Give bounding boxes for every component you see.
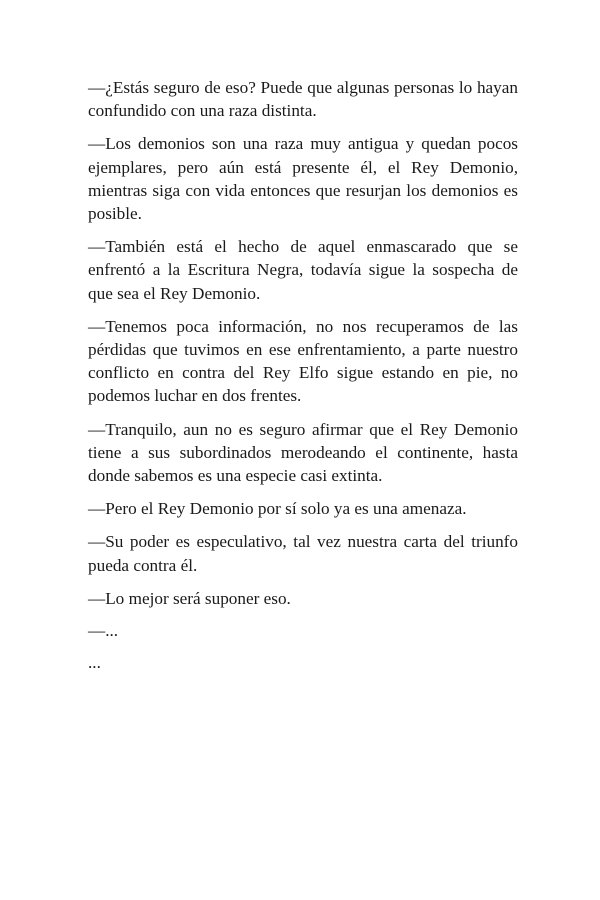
paragraph-8: —Lo mejor será suponer eso. — [88, 588, 291, 608]
paragraph-4: —Tenemos poca información, no nos recuperamos de las pérdidas que tuvimos en ese enfrentamiento, a parte nuestro conflicto en contra del Rey Elfo sigue estando en pie, no podemos luchar en dos frentes. — [88, 316, 518, 406]
paragraph-6: —Pero el Rey Demonio por sí solo ya es una amenaza. — [88, 499, 467, 519]
paragraph-3: —También está el hecho de aquel enmascarado que se enfrentó a la Escritura Negra, todavía sigue la sospecha de que sea el Rey Demonio. — [88, 237, 518, 303]
document-page — [88, 76, 518, 683]
paragraph-1: —¿Estás seguro de eso? Puede que algunas personas lo hayan confundido con una raza distinta. — [88, 78, 518, 121]
paragraph-10: ... — [88, 653, 101, 673]
paragraph-2: —Los demonios son una raza muy antigua y quedan pocos ejemplares, pero aún está presente él, el Rey Demonio, mientras siga con vida entonces que resurjan los demonios es posible. — [88, 134, 518, 224]
paragraph-5: —Tranquilo, aun no es seguro afirmar que el Rey Demonio tiene a sus subordinados merodeando el continente, hasta donde sabemos es una especie casi extinta. — [88, 419, 518, 486]
paragraph-7: —Su poder es especulativo, tal vez nuestra carta del triunfo pueda contra él. — [88, 532, 518, 575]
paragraph-9: —... — [88, 621, 119, 641]
